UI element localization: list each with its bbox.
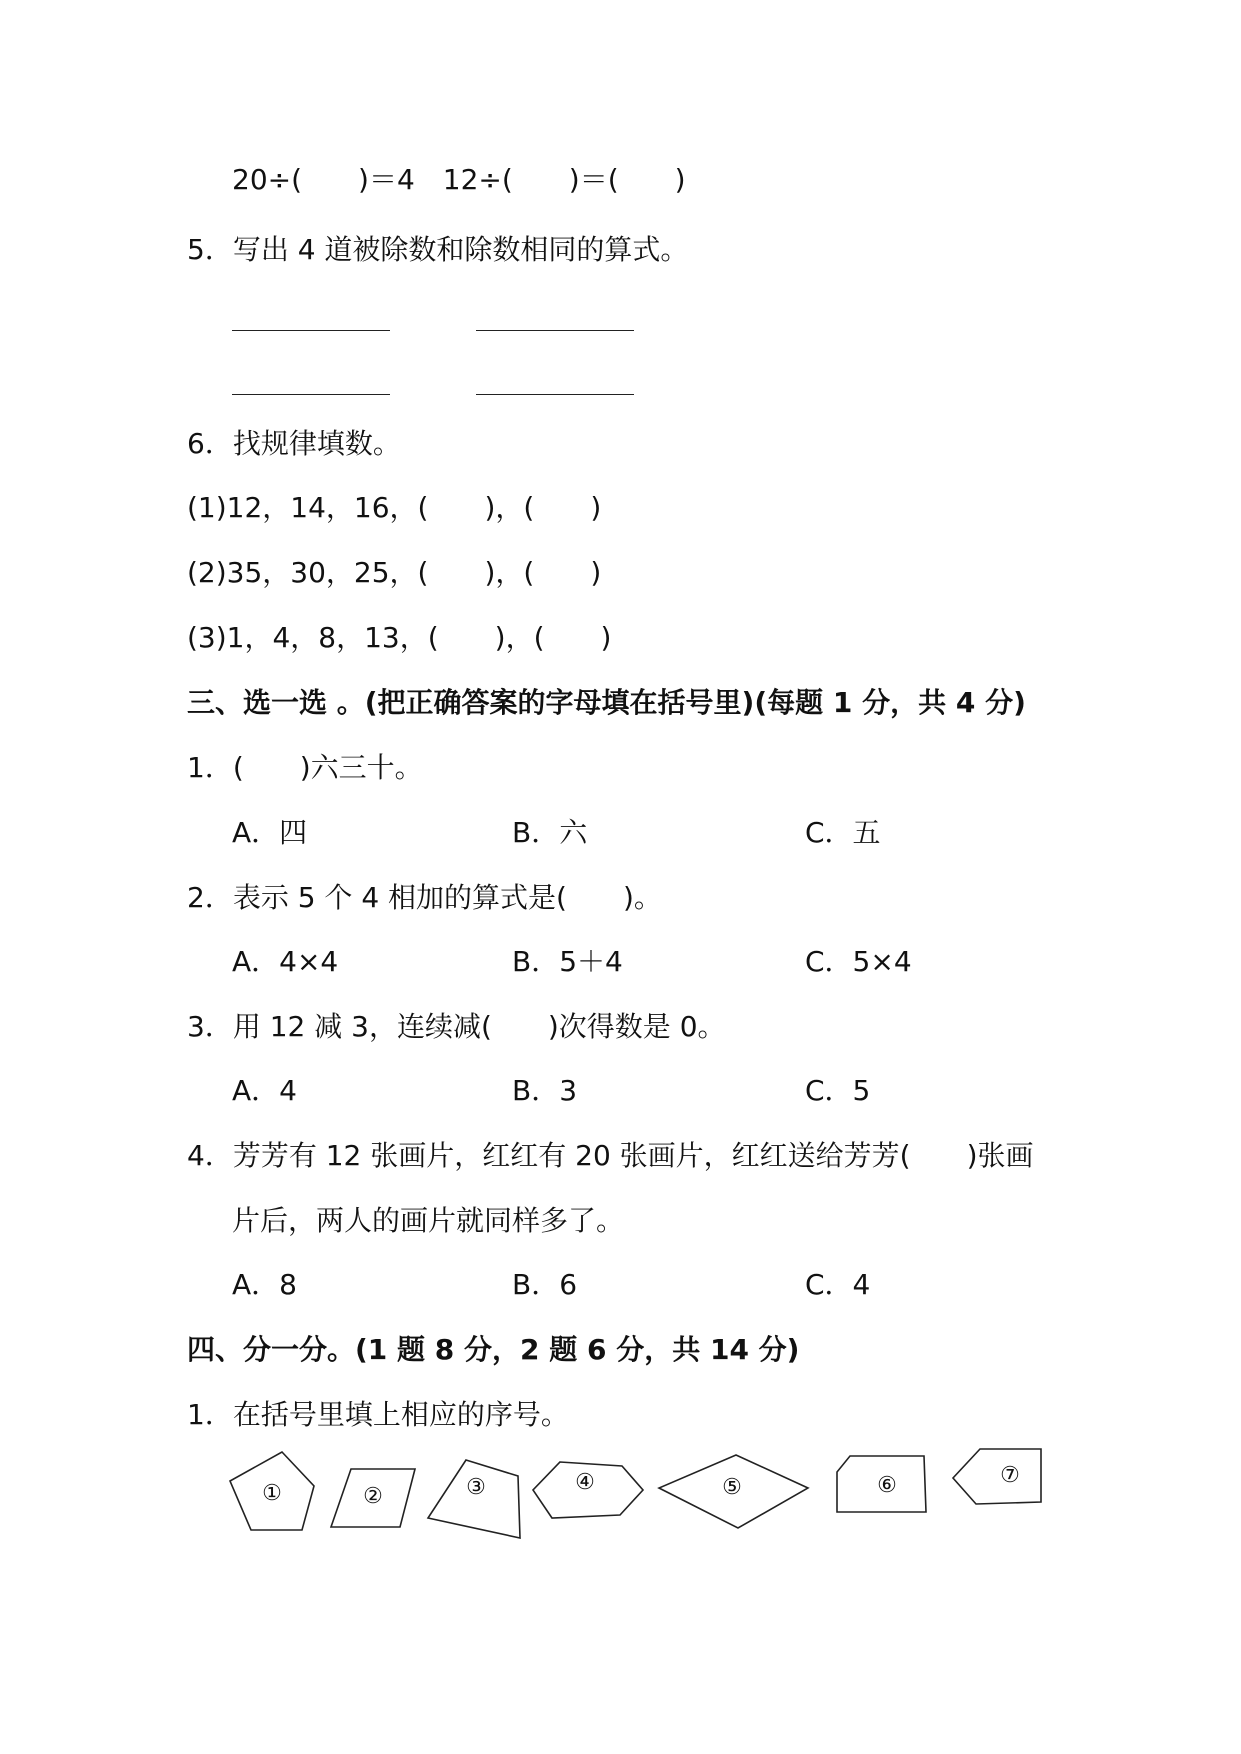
shape-label-1: ① <box>262 1481 282 1506</box>
s3-q3-option-a: A．4 <box>232 1074 297 1107</box>
s3-q1-stem: 1．( )六三十。 <box>187 751 423 784</box>
s3-q4-option-c: C．4 <box>805 1268 871 1301</box>
s3-q1-option-c: C．五 <box>805 816 881 849</box>
q6-item-3: (3)1，4，8，13，( )，( ) <box>187 621 612 654</box>
shapes-figure <box>0 1440 1241 1550</box>
s3-q2-option-b: B．5＋4 <box>512 945 623 978</box>
s3-q4-stem: 4．芳芳有 12 张画片，红红有 20 张画片，红红送给芳芳( )张画 <box>187 1139 1034 1172</box>
shape-label-7: ⑦ <box>1000 1463 1020 1488</box>
s3-q1-option-b: B．六 <box>512 816 588 849</box>
shape-pentagon-3 <box>953 1449 1041 1504</box>
s3-q2-option-c: C．5×4 <box>805 945 912 978</box>
s3-q1-option-a: A．四 <box>232 816 308 849</box>
shape-label-6: ⑥ <box>877 1473 897 1498</box>
shape-label-4: ④ <box>575 1470 595 1495</box>
answer-blank <box>476 394 634 395</box>
q5-text: 5．写出 4 道被除数和除数相同的算式。 <box>187 233 689 266</box>
shape-label-5: ⑤ <box>722 1475 742 1500</box>
q6-text: 6．找规律填数。 <box>187 427 401 460</box>
section3-heading: 三、选一选 。(把正确答案的字母填在括号里)(每题 1 分，共 4 分) <box>187 686 1026 719</box>
s3-q3-stem: 3．用 12 减 3，连续减( )次得数是 0。 <box>187 1010 726 1043</box>
answer-blank <box>476 330 634 331</box>
section4-heading: 四、分一分。(1 题 8 分，2 题 6 分，共 14 分) <box>187 1333 800 1366</box>
q6-item-2: (2)35，30，25，( )，( ) <box>187 556 602 589</box>
s3-q2-option-a: A．4×4 <box>232 945 339 978</box>
s3-q3-option-b: B．3 <box>512 1074 578 1107</box>
s3-q4-stem-continued: 片后，两人的画片就同样多了。 <box>232 1204 625 1237</box>
s3-q3-option-c: C．5 <box>805 1074 871 1107</box>
s3-q4-option-b: B．6 <box>512 1268 578 1301</box>
shape-label-3: ③ <box>466 1475 486 1500</box>
q6-item-1: (1)12，14，16，( )，( ) <box>187 491 602 524</box>
answer-blank <box>232 394 390 395</box>
q4-equation-line: 20÷( )＝4 12÷( )＝( ) <box>232 163 686 196</box>
answer-blank <box>232 330 390 331</box>
s4-q1-text: 1．在括号里填上相应的序号。 <box>187 1398 569 1431</box>
s3-q2-stem: 2．表示 5 个 4 相加的算式是( )。 <box>187 881 662 914</box>
shape-label-2: ② <box>363 1484 383 1509</box>
s3-q4-option-a: A．8 <box>232 1268 297 1301</box>
